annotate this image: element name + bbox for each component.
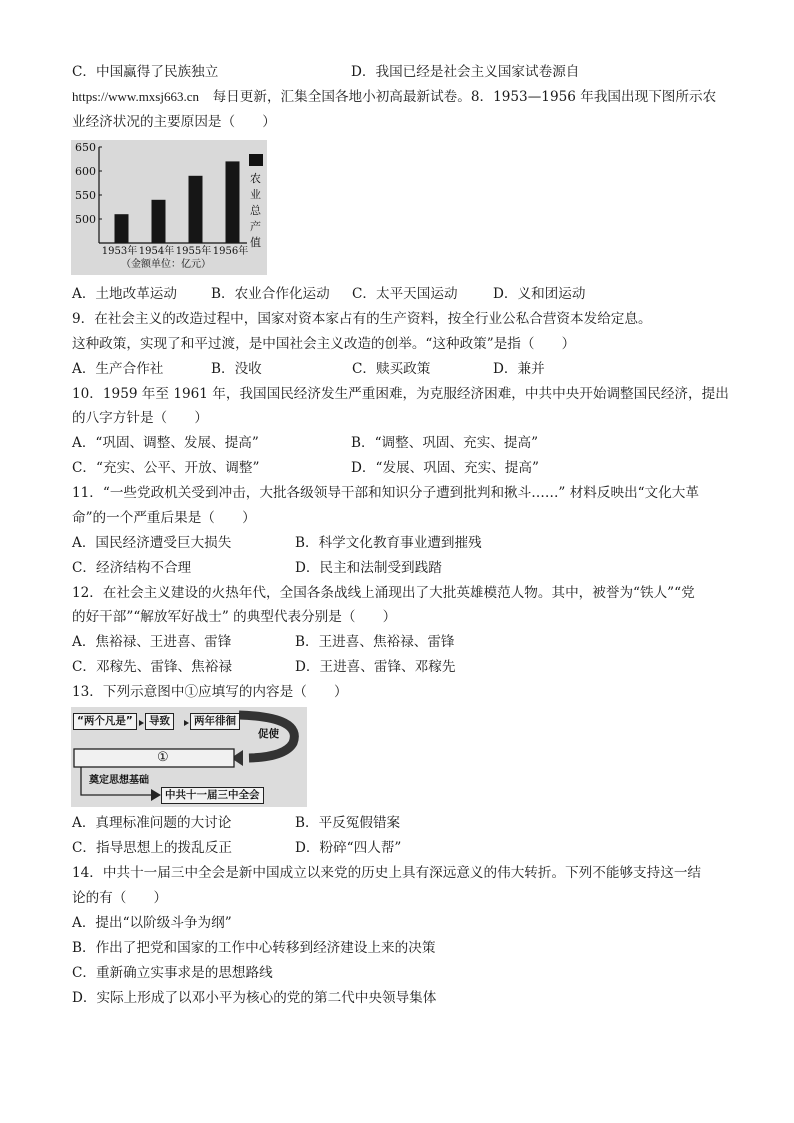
q11-option-c: C．经济结构不合理 [72, 560, 192, 576]
source-line [72, 88, 716, 106]
y-tick-label: 650 [75, 141, 96, 154]
q7-option-c: C．中国赢得了民族独立 [72, 64, 219, 80]
box-leads-to: 导致 [145, 713, 174, 730]
q13-option-b: B．平反冤假错案 [295, 815, 401, 831]
q13-diagram [71, 707, 307, 807]
q8-option-b: B．农业合作化运动 [211, 286, 330, 302]
legend-label: 农业总产值 [250, 172, 261, 249]
q10-stem-line2: 的八字方针是（ ） [72, 410, 208, 426]
q12-stem-line2: 的好干部”“解放军好战士” 的典型代表分别是（ ） [72, 609, 397, 625]
q7-option-d: D．我国已经是社会主义国家试卷源自 [351, 64, 580, 80]
q13-option-a: A．真理标准问题的大讨论 [72, 815, 232, 831]
q9-option-d: D．兼并 [493, 361, 545, 377]
q13-stem: 13．下列示意图中①应填写的内容是（ ） [72, 684, 348, 700]
q13-option-d: D．粉碎“四人帮” [295, 840, 402, 856]
q12-option-b: B．王进喜、焦裕禄、雷锋 [295, 634, 455, 650]
q12-option-a: A．焦裕禄、王进喜、雷锋 [72, 634, 232, 650]
q11-stem-line2: 命”的一个严重后果是（ ） [72, 510, 256, 526]
q10-option-a: A．“巩固、调整、发展、提高” [72, 435, 259, 451]
q14-option-c: C．重新确立实事求是的思想路线 [72, 965, 273, 981]
q13-option-c: C．指导思想上的拨乱反正 [72, 840, 232, 856]
q10-stem-line1: 10．1959 年至 1961 年，我国国民经济发生严重困难，为克服经济困难，中共中央开始调整国民经济，提出 [72, 386, 729, 402]
q8-stem-line1: 每日更新，汇集全国各地小初高最新试卷。8．1953—1956 年我国出现下图所示农 [199, 89, 717, 105]
box-two-year-hesitation: 两年徘徊 [190, 713, 240, 730]
q14-stem-line1: 14．中共十一届三中全会是新中国成立以来党的历史上具有深远意义的伟大转折。下列不能够支持这一结 [72, 865, 702, 881]
q8-option-c: C．太平天国运动 [352, 286, 458, 302]
bar-1956年 [226, 161, 240, 243]
label-circle-one: ① [157, 750, 169, 765]
x-tick-label: 1955年 [175, 246, 212, 257]
q12-option-d: D．王进喜、雷锋、邓稼先 [295, 659, 456, 675]
box-third-plenum: 中共十一届三中全会 [161, 787, 264, 804]
q12-option-c: C．邓稼先、雷锋、焦裕禄 [72, 659, 232, 675]
legend-swatch [249, 154, 263, 166]
chart-unit-label: （金额单位：亿元） [121, 259, 211, 270]
q9-option-b: B．没收 [211, 361, 262, 377]
bar-1953年 [115, 214, 129, 243]
q8-bar-chart [71, 140, 267, 275]
q14-option-b: B．作出了把党和国家的工作中心转移到经济建设上来的决策 [72, 940, 436, 956]
q8-option-a: A．土地改革运动 [72, 286, 177, 302]
q14-stem-line2: 论的有（ ） [72, 890, 168, 906]
q9-option-c: C．赎买政策 [352, 361, 431, 377]
arrow-1 [139, 720, 144, 726]
q11-option-a: A．国民经济遭受巨大损失 [72, 535, 232, 551]
q10-option-c: C．“充实、公平、开放、调整” [72, 460, 260, 476]
y-tick-label: 600 [75, 165, 96, 178]
q9-stem-line2: 这种政策，实现了和平过渡，是中国社会主义改造的创举。“这种政策”是指（ ） [72, 336, 576, 352]
box-two-whatevers: “两个凡是” [73, 713, 137, 730]
x-tick-label: 1956年 [212, 246, 249, 257]
center-band [74, 749, 234, 767]
x-tick-label: 1953年 [101, 246, 138, 257]
q9-stem-line1: 9．在社会主义的改造过程中，国家对资本家占有的生产资料，按全行业公私合营资本发给定息。 [72, 311, 652, 327]
q11-stem-line1: 11．“一些党政机关受到冲击，大批各级领导干部和知识分子遭到批判和揪斗……” 材料反映出“文化大革 [72, 485, 699, 501]
q8-option-d: D．义和团运动 [493, 286, 586, 302]
y-tick-label: 500 [75, 213, 96, 226]
label-ideological-foundation: 奠定思想基础 [89, 775, 149, 786]
l-arrow-head [151, 789, 161, 801]
q8-stem-line2: 业经济状况的主要原因是（ ） [72, 114, 276, 130]
q11-option-b: B．科学文化教育事业遭到摧残 [295, 535, 482, 551]
arrow-2 [184, 720, 189, 726]
q11-option-d: D．民主和法制受到践踏 [295, 560, 442, 576]
y-tick-label: 550 [75, 189, 96, 202]
label-prompt: 促使 [258, 728, 279, 740]
q14-option-d: D．实际上形成了以邓小平为核心的党的第二代中央领导集体 [72, 990, 437, 1006]
bar-1954年 [152, 200, 166, 243]
q12-stem-line1: 12．在社会主义建设的火热年代，全国各条战线上涌现出了大批英雄模范人物。其中，被誉为“铁人”“党 [72, 585, 695, 601]
x-tick-label: 1954年 [138, 246, 175, 257]
q10-option-b: B．“调整、巩固、充实、提高” [351, 435, 539, 451]
q10-option-d: D．“发展、巩固、充实、提高” [351, 460, 539, 476]
q8-chart-svg [71, 140, 267, 275]
source-url: https://www.mxsj663.cn [72, 89, 199, 104]
q14-option-a: A．提出“以阶级斗争为纲” [72, 915, 232, 931]
q9-option-a: A．生产合作社 [72, 361, 164, 377]
bar-1955年 [189, 176, 203, 243]
